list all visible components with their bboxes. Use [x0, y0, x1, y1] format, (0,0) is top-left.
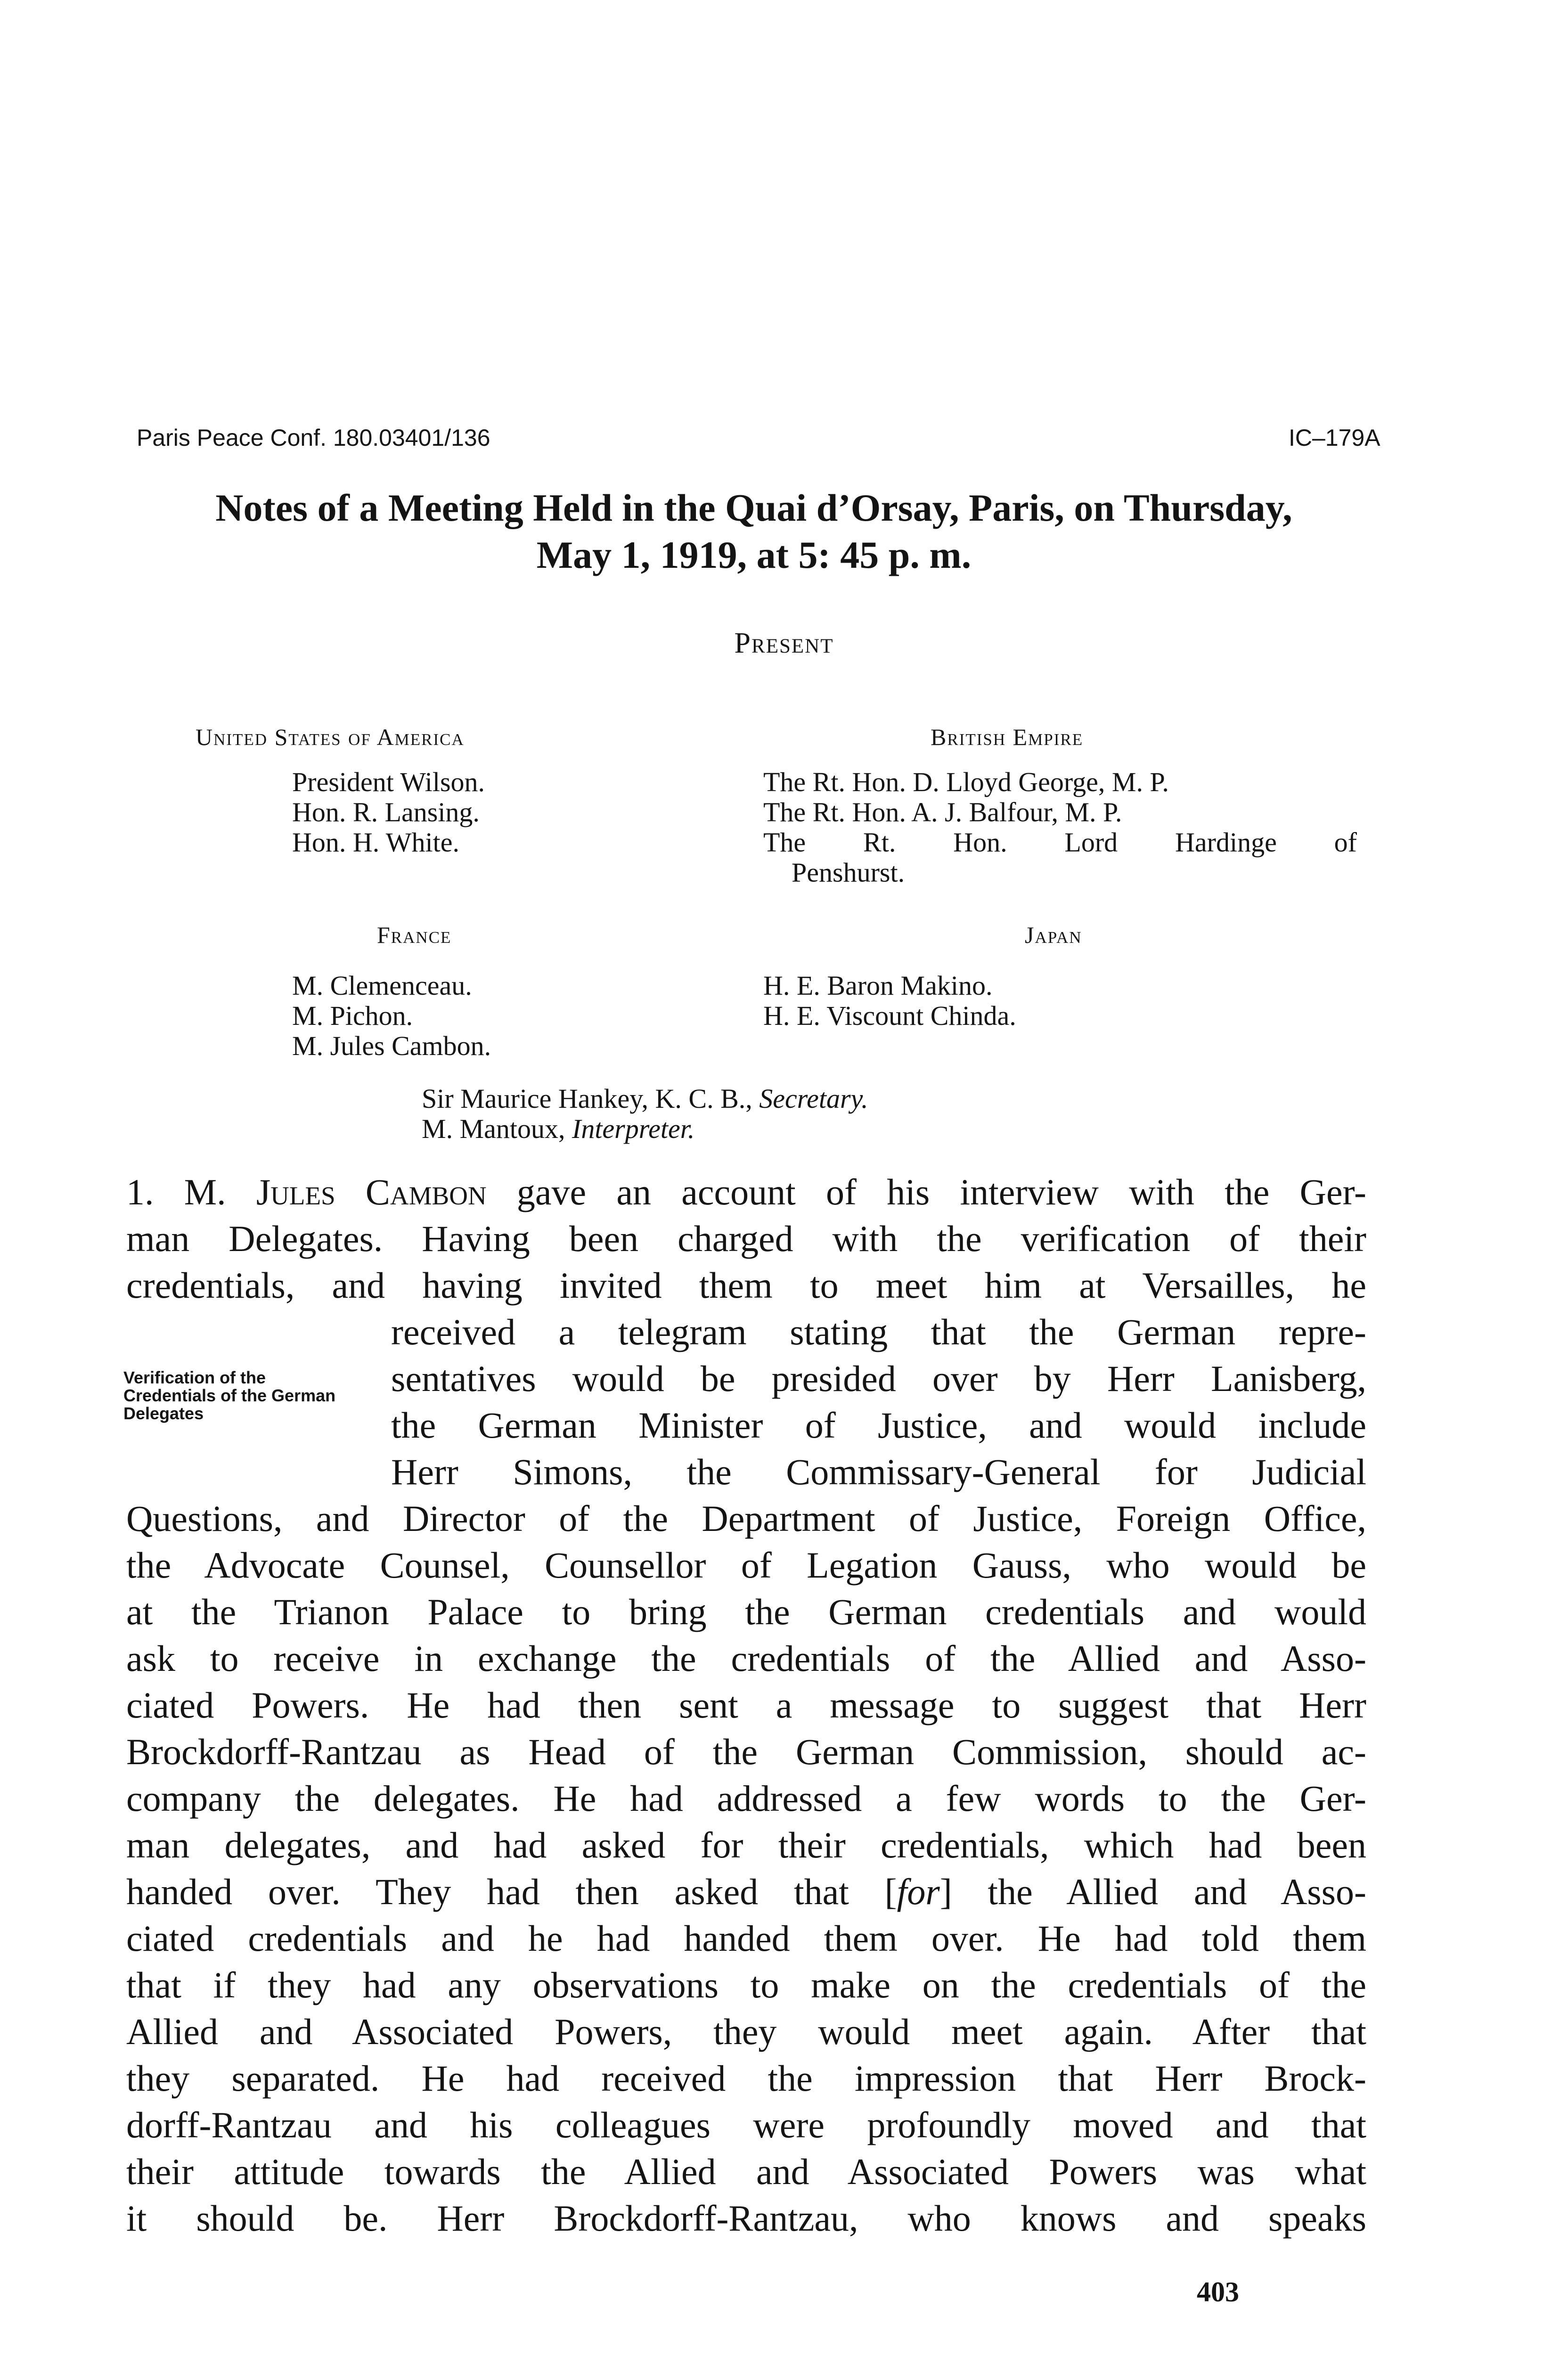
body-line: company the delegates. He had addressed a few words to the Ger-	[126, 1778, 1366, 1819]
body-line: Allied and Associated Powers, they would meet again. After that	[126, 2011, 1366, 2052]
body-line-text: ] the Allied and Asso-	[939, 1871, 1366, 1912]
body-line: that if they had any observations to make on the credentials of the	[126, 1964, 1366, 2005]
attendee-name: Hon. R. Lansing.	[292, 797, 480, 827]
country-japan: Japan	[1025, 922, 1082, 948]
body-line	[126, 1868, 1366, 1915]
body-line: credentials, and having invited them to meet him at Versailles, he	[126, 1265, 1366, 1306]
title-line-2: May 1, 1919, at 5: 45 p. m.	[536, 533, 972, 576]
attendee-name: H. E. Viscount Chinda.	[763, 1000, 1016, 1031]
body-line: man Delegates. Having been charged with the verification of their	[126, 1218, 1366, 1259]
body-line: ciated Powers. He had then sent a message to suggest that Herr	[126, 1685, 1366, 1726]
margin-note: Verification of the Credentials of the German Delegates	[123, 1368, 336, 1423]
usa-attendees	[292, 767, 485, 858]
country-british-empire: British Empire	[931, 724, 1084, 750]
body-line	[126, 1169, 1366, 1215]
attendee-name: Penshurst.	[792, 857, 905, 888]
title-line-1: Notes of a Meeting Held in the Quai d’Orsay, Paris, on Thursday,	[215, 486, 1292, 529]
body-line: Questions, and Director of the Department of Justice, Foreign Office,	[126, 1498, 1366, 1539]
attendee-name: M. Jules Cambon.	[292, 1031, 491, 1061]
header-document-id: IC–179A	[1289, 425, 1380, 451]
country-france: France	[377, 922, 452, 948]
interpreter-role: Interpreter.	[572, 1113, 695, 1144]
body-line: the Advocate Counsel, Counsellor of Legation Gauss, who would be	[126, 1545, 1366, 1586]
attendee-name: President Wilson.	[292, 767, 485, 797]
body-line: the German Minister of Justice, and would include	[391, 1405, 1366, 1446]
body-line: ciated credentials and he had handed them over. He had told them	[126, 1918, 1366, 1959]
france-attendees	[292, 971, 491, 1061]
body-line: dorff-Rantzau and his colleagues were profoundly moved and that	[126, 2104, 1366, 2145]
attendee-name: M. Pichon.	[292, 1000, 413, 1031]
interpreter-line	[422, 1114, 868, 1144]
present-heading: Present	[734, 627, 834, 659]
secretary-name: Sir Maurice Hankey, K. C. B.,	[422, 1083, 760, 1114]
body-line: at the Trianon Palace to bring the German credentials and would	[126, 1591, 1366, 1632]
body-line-text: gave an account of his interview with the Ger-	[486, 1171, 1366, 1212]
japan-attendees	[763, 971, 1016, 1031]
item-number: 1. M.	[126, 1171, 256, 1212]
staff-list	[422, 1084, 868, 1144]
body-line: Brockdorff-Rantzau as Head of the German Commission, should ac-	[126, 1731, 1366, 1772]
body-line: man delegates, and had asked for their credentials, which had been	[126, 1824, 1366, 1865]
secretary-role: Secretary.	[759, 1083, 868, 1114]
body-line: received a telegram stating that the German repre-	[391, 1311, 1366, 1352]
country-usa: United States of America	[196, 724, 465, 750]
attendee-name: Hon. H. White.	[292, 827, 459, 858]
attendee-name: H. E. Baron Makino.	[763, 970, 993, 1001]
body-line-text: handed over. They had then asked that [	[126, 1871, 897, 1912]
attendee-name: The Rt. Hon. A. J. Balfour, M. P.	[763, 797, 1122, 827]
page-number: 403	[1197, 2276, 1239, 2307]
attendee-name: The Rt. Hon. Lord Hardinge of	[763, 827, 1357, 858]
speaker-name: Jules Cambon	[256, 1171, 487, 1212]
body-line: they separated. He had received the impression that Herr Brock-	[126, 2058, 1366, 2099]
secretary-line	[422, 1084, 868, 1114]
attendee-name: The Rt. Hon. D. Lloyd George, M. P.	[763, 767, 1169, 797]
body-paragraph	[126, 1169, 1366, 2241]
header-reference: Paris Peace Conf. 180.03401/136	[137, 425, 490, 451]
interpreter-name: M. Mantoux,	[422, 1113, 572, 1144]
body-line: their attitude towards the Allied and Associated Powers was what	[126, 2151, 1366, 2192]
editorial-insertion: for	[897, 1871, 940, 1912]
british-attendees	[763, 767, 1357, 888]
body-line: sentatives would be presided over by Herr Lanisberg,	[391, 1358, 1366, 1399]
body-line: Herr Simons, the Commissary-General for Judicial	[391, 1451, 1366, 1492]
attendee-name: M. Clemenceau.	[292, 970, 472, 1001]
body-line: it should be. Herr Brockdorff-Rantzau, who knows and speaks	[126, 2198, 1366, 2239]
page-title	[122, 484, 1385, 579]
body-line: ask to receive in exchange the credentials of the Allied and Asso-	[126, 1638, 1366, 1679]
